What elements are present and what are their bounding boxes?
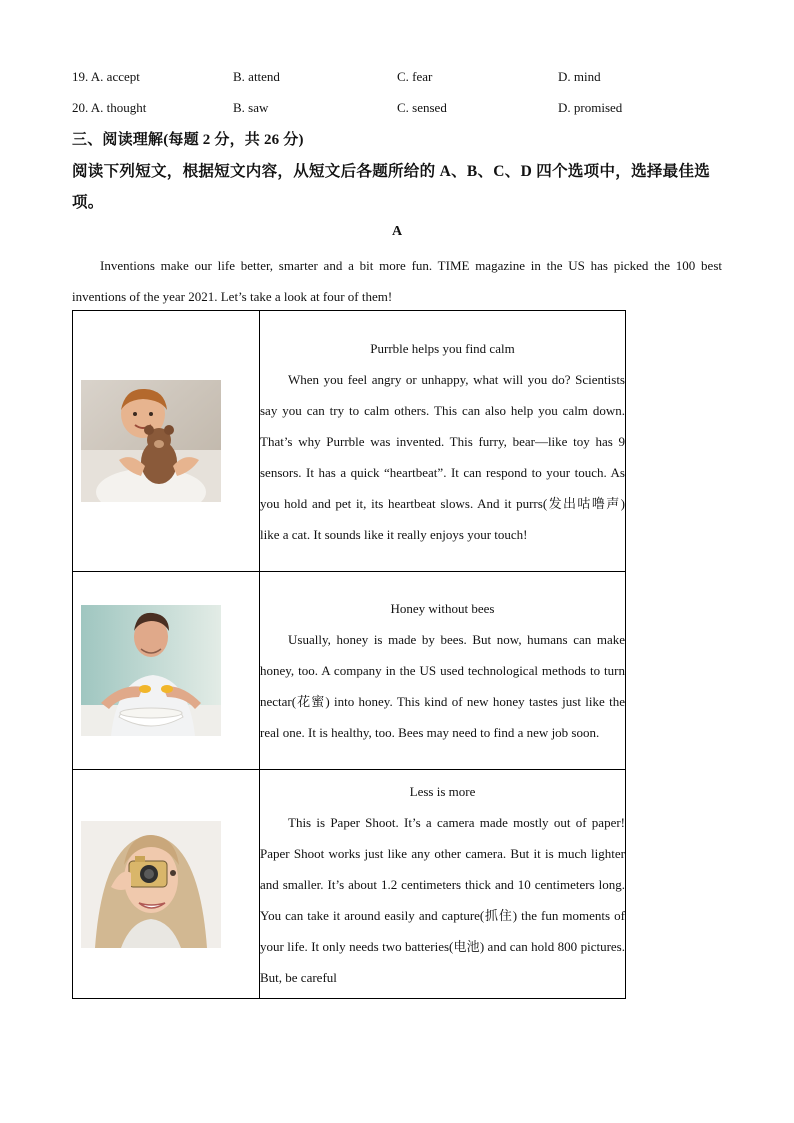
question-20-options — [72, 100, 732, 120]
invention-text-cell — [260, 770, 626, 999]
section-instruction: 阅读下列短文，根据短文内容，从短文后各题所给的 A、B、C、D 四个选项中，选择最佳选项。 — [72, 163, 711, 211]
man-pouring-honey-photo — [81, 605, 221, 736]
invention-row — [73, 311, 626, 572]
section-heading: 三、阅读理解(每题 2 分，共 26 分) — [72, 132, 304, 148]
invention-body: Usually, honey is made by bees. But now, humans can make honey, too. A company in the US used technological methods to turn nectar(花蜜) into honey. This kind of new honey tastes just like the real one. It is healthy, too. Bees may need to find a new job soon. — [260, 632, 625, 740]
passage-intro: Inventions make our life better, smarter and a bit more fun. TIME magazine in the US has picked the 100 best inventions of the year 2021. Let’s take a look at four of them! — [72, 258, 722, 304]
invention-text-cell — [260, 311, 626, 572]
invention-body: This is Paper Shoot. It’s a camera made mostly out of paper! Paper Shoot works just like any other camera. But it is much lighter and smaller. It’s about 1.2 centimeters thick and 10 centimeters long. You can take it around easily and capture(抓住) the fun moments of your life. It only needs two batteries(电池) and can hold 800 pictures. But, be careful — [260, 814, 625, 985]
q19-option-d: D. mind — [558, 69, 601, 84]
inventions-table — [72, 310, 626, 999]
q19-option-b: B. attend — [233, 69, 280, 84]
question-19-options — [72, 69, 732, 89]
invention-text-cell — [260, 572, 626, 770]
passage-letter: A — [391, 224, 403, 239]
q20-option-a: 20. A. thought — [72, 100, 147, 115]
invention-image-cell — [73, 572, 260, 770]
q19-option-c: C. fear — [397, 69, 433, 84]
q20-option-d: D. promised — [558, 100, 623, 115]
q19-option-a: 19. A. accept — [72, 69, 140, 84]
invention-image-cell — [73, 311, 260, 572]
invention-image-cell — [73, 770, 260, 999]
invention-title: Honey without bees — [390, 601, 495, 616]
invention-body: When you feel angry or unhappy, what will you do? Scientists say you can try to calm others. This can also help you calm down. That’s why Purrble was invented. This furry, bear—like toy has 9 sensors. It has a quick “heartbeat”. It can respond to your touch. As you hold and pet it, its heartbeat slows. And it purrs(发出咕噜声) like a cat. It sounds like it really enjoys your touch! — [260, 371, 625, 542]
invention-row — [73, 572, 626, 770]
woman-with-paper-camera-photo — [81, 821, 221, 948]
q20-option-b: B. saw — [233, 100, 269, 115]
invention-title: Less is more — [409, 783, 476, 799]
q20-option-c: C. sensed — [397, 100, 447, 115]
boy-with-teddy-bear-photo — [81, 380, 221, 502]
invention-title: Purrble helps you find calm — [370, 340, 515, 356]
invention-row — [73, 770, 626, 999]
